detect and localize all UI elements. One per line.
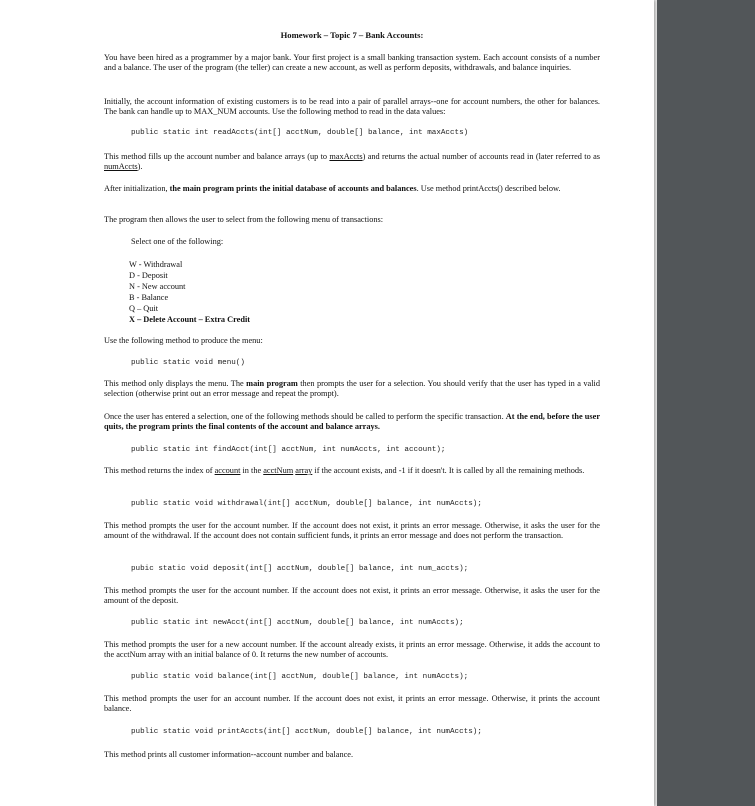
text-span: ) and returns the actual number of accounts read in (later referred to as: [362, 152, 600, 161]
menu-item-withdrawal: W - Withdrawal: [129, 260, 183, 269]
code-deposit: pubic static void deposit(int[] acctNum, double[] balance, int num_accts);: [131, 565, 469, 573]
text-span: ).: [137, 162, 143, 172]
array-ref: array: [295, 466, 313, 475]
withdrawal-description: This method prompts the user for the account number. If the account does not exist, it prints an error message. Otherwise, it asks the user for the amount of the withdrawal. If the account does not contain sufficient funds, it prints an error message and does not perform the transaction.: [104, 521, 600, 541]
deposit-description: This method prompts the user for the account number. If the account does not exist, it prints an error message. Otherwise, it asks the user for the amount of the deposit.: [104, 586, 600, 606]
text-span: if the account exists, and -1 if it doesn't. It is called by all the remaining methods.: [312, 466, 585, 475]
bold-text: the main program prints the initial database of accounts and balances: [169, 184, 417, 193]
viewer-background: [657, 0, 755, 806]
num-accts-ref: numAccts: [104, 162, 138, 172]
text-span: in the: [240, 466, 264, 475]
text-span: then prompts the user for a selection. You should verify that the user has typed in a valid selection (otherwise print out an error message and repeat the prompt).: [104, 379, 600, 399]
document-title: Homework – Topic 7 – Bank Accounts:: [280, 30, 424, 40]
code-read-accts: public static int readAccts(int[] acctNum, double[] balance, int maxAccts): [131, 129, 469, 137]
menu-item-delete-account: X – Delete Account – Extra Credit: [129, 315, 251, 325]
code-print-accts: public static void printAccts(int[] acctNum, double[] balance, int numAccts);: [131, 728, 482, 736]
menu-item-deposit: D - Deposit: [129, 271, 168, 281]
code-balance: public static void balance(int[] acctNum, double[] balance, int numAccts);: [131, 673, 469, 681]
text-span: . Use method printAccts() described below.: [416, 184, 561, 193]
text-span: This method returns the index of: [104, 466, 215, 475]
print-accts-description: This method prints all customer information--account number and balance.: [104, 750, 354, 759]
code-new-acct: public static int newAcct(int[] acctNum, double[] balance, int numAccts);: [131, 619, 464, 627]
bold-text: main program: [246, 379, 298, 388]
find-acct-description: [104, 466, 600, 476]
text-span: This method only displays the menu. The: [104, 379, 247, 388]
menu-intro-paragraph: The program then allows the user to select from the following menu of transactions:: [104, 215, 384, 224]
balance-description: This method prompts the user for an account number. If the account does not exist, it prints an error message. Otherwise, it prints the account balance.: [104, 694, 600, 714]
text-span: Once the user has entered a selection, one of the following methods should be called to perform the specific transaction.: [104, 412, 506, 421]
read-accts-description: [104, 152, 600, 173]
intro-paragraph: You have been hired as a programmer by a major bank. Your first project is a small banking transaction system. Each account consists of a number and a balance. The user of the program (the teller) can create a new account, as well as perform deposits, withdrawals, and balance inquiries.: [104, 53, 600, 73]
code-withdrawal: public static void withdrawal(int[] acctNum, double[] balance, int numAccts);: [131, 500, 482, 508]
text-span: This method fills up the account number and balance arrays (up to: [104, 152, 330, 161]
once-paragraph: [104, 412, 600, 433]
menu-item-balance: B - Balance: [129, 293, 169, 303]
acctnum-ref: acctNum: [263, 466, 294, 475]
menu-item-new-account: N - New account: [129, 282, 186, 292]
menu-item-quit: Q – Quit: [129, 304, 159, 314]
account-ref: account: [214, 466, 241, 475]
menu-prompt: Select one of the following:: [131, 237, 224, 246]
text-span: After initialization,: [104, 184, 170, 193]
menu-list: [129, 259, 250, 326]
menu-method-intro: Use the following method to produce the menu:: [104, 336, 263, 345]
bold-text: At the end, before the user quits, the program prints the final contents of the account and balance arrays.: [104, 412, 601, 432]
new-acct-description: This method prompts the user for a new account number. If the account already exists, it prints an error message. Otherwise, it adds the account to the acctNum array with an initial balance of 0. It returns the new number of accounts.: [104, 640, 600, 660]
init-paragraph: Initially, the account information of existing customers is to be read into a pair of parallel arrays--one for account numbers, the other for balances. The bank can handle up to MAX_NUM accounts. Use the following method to read in the data values:: [104, 97, 600, 117]
max-accts-ref: maxAccts: [329, 152, 363, 161]
after-init-paragraph: [104, 184, 600, 194]
menu-description: [104, 379, 600, 400]
code-find-acct: public static int findAcct(int[] acctNum, int numAccts, int account);: [131, 446, 446, 454]
code-menu: public static void menu(): [131, 359, 245, 367]
